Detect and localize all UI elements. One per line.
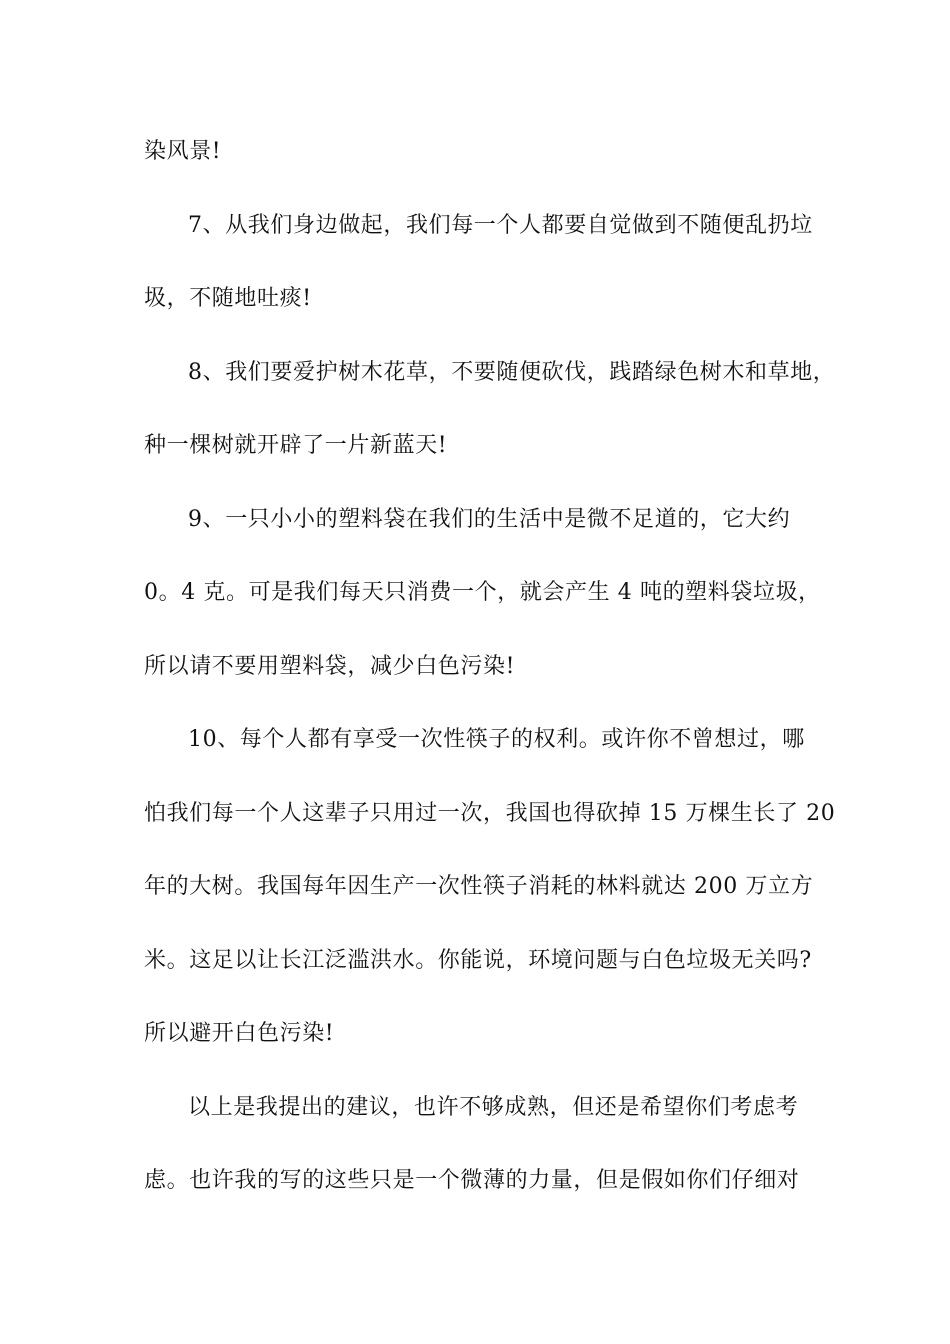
paragraph-10-line-5: 所以避开白色污染! (144, 1021, 335, 1046)
paragraph-8-line-2: 种一棵树就开辟了一片新蓝天! (144, 433, 448, 458)
paragraph-7-line-2: 圾，不随地吐痰! (144, 286, 312, 311)
paragraph-10-line-3: 年的大树。我国每年因生产一次性筷子消耗的林料就达 200 万立方 (144, 874, 814, 899)
paragraph-9-line-1: 9、一只小小的塑料袋在我们的生活中是微不足道的，它大约 (188, 506, 791, 532)
paragraph-10-line-4: 米。这足以让长江泛滥洪水。你能说，环境问题与白色垃圾无关吗? (144, 947, 812, 973)
paragraph-9-line-3: 所以请不要用塑料袋，减少白色污染! (144, 653, 516, 679)
closing-paragraph-line-1: 以上是我提出的建议，也许不够成熟，但还是希望你们考虑考 (188, 1094, 799, 1120)
paragraph-9-line-2: 0。4 克。可是我们每天只消费一个，就会产生 4 吨的塑料袋垃圾， (144, 580, 821, 605)
paragraph-7-line-1: 7、从我们身边做起，我们每一个人都要自觉做到不随便乱扔垃 (188, 212, 813, 238)
text-line: 染风景! (144, 139, 222, 164)
closing-paragraph-line-2: 虑。也许我的写的这些只是一个微薄的力量，但是假如你们仔细对 (144, 1168, 800, 1193)
paragraph-8-line-1: 8、我们要爱护树木花草，不要随便砍伐，践踏绿色树木和草地， (188, 359, 836, 385)
document-body (144, 127, 836, 1230)
paragraph-10-line-2: 怕我们每一个人这辈子只用过一次，我国也得砍掉 15 万棵生长了 20 (144, 800, 836, 826)
paragraph-10-line-1: 10、每个人都有享受一次性筷子的权利。或许你不曾想过，哪 (188, 727, 805, 752)
